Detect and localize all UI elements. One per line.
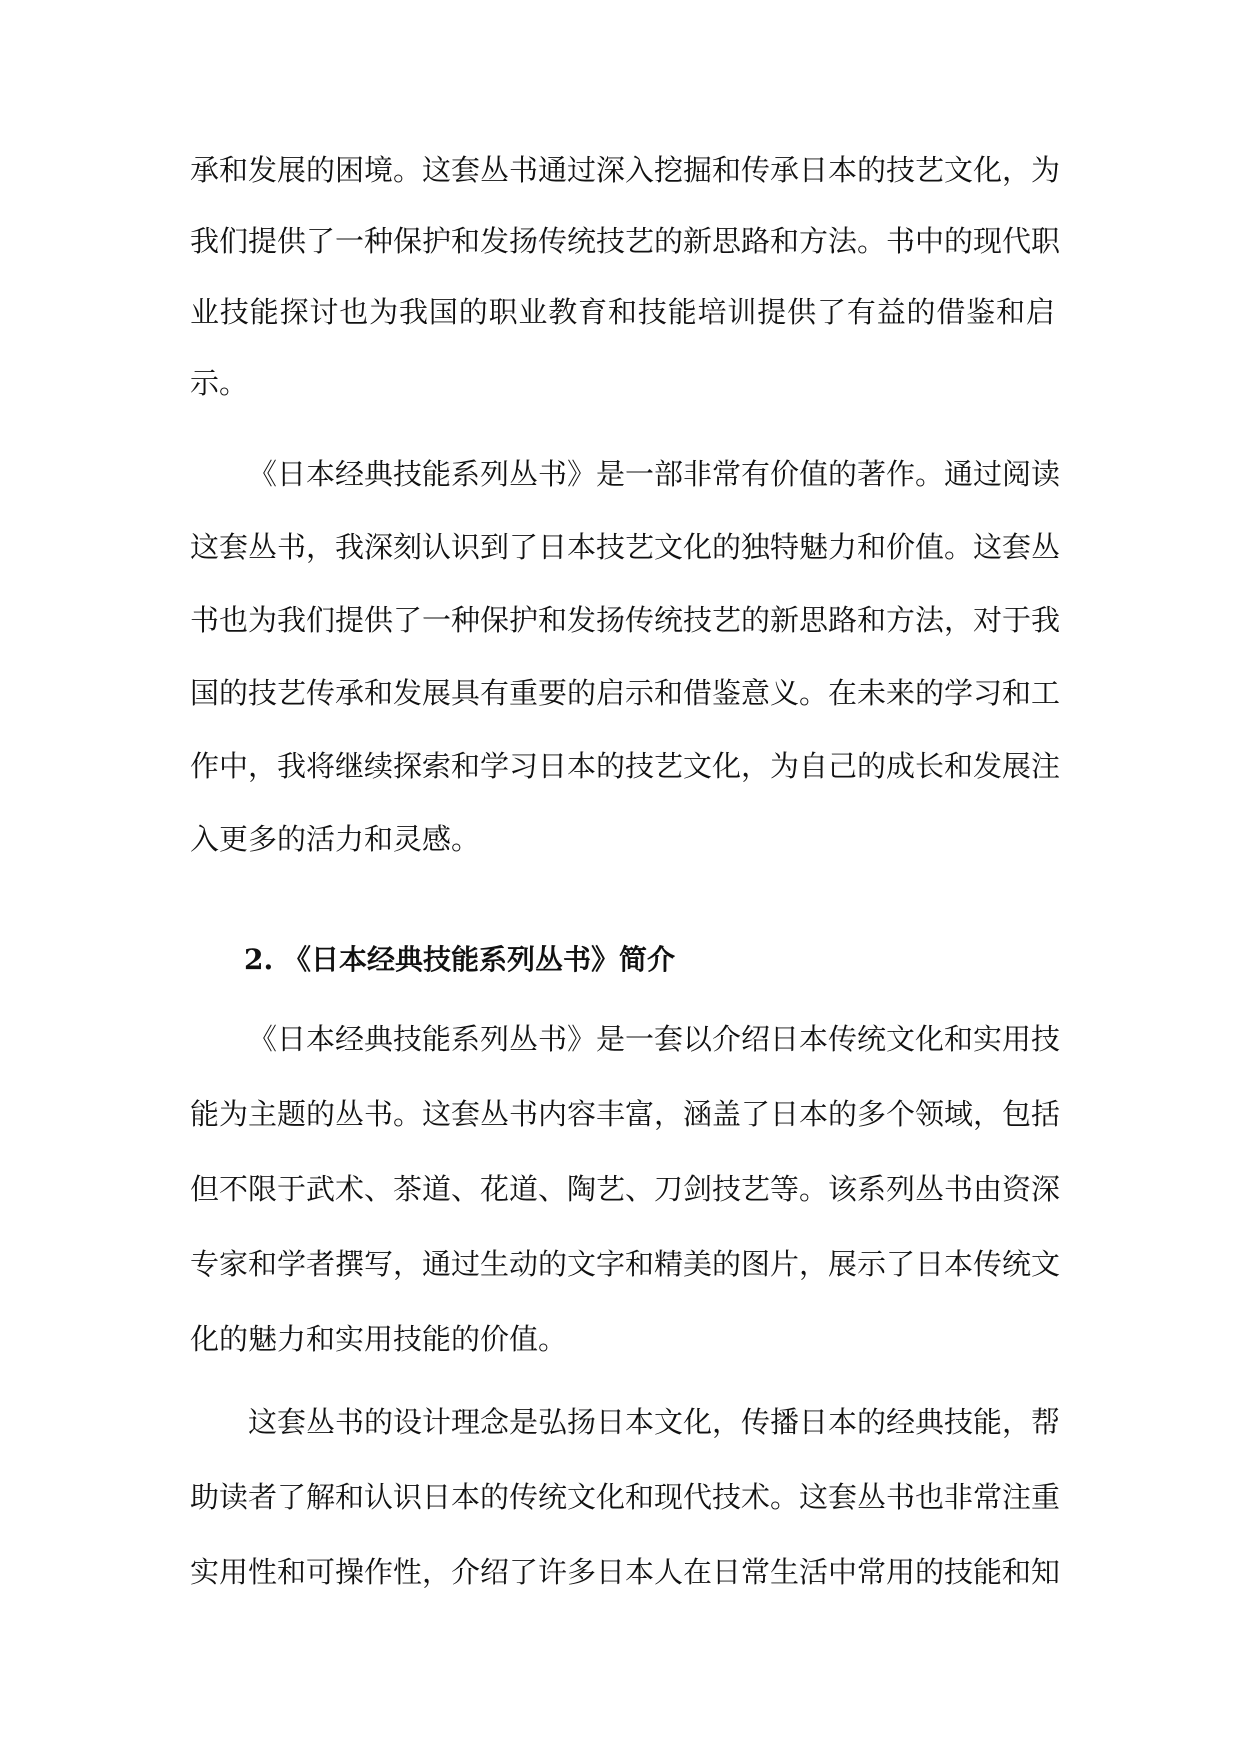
text-line: 化的魅力和实用技能的价值。 <box>190 1322 568 1356</box>
text-line: 《日本经典技能系列丛书》是一套以介绍日本传统文化和实用技 <box>248 1022 1061 1056</box>
text-line: 入更多的活力和灵感。 <box>190 822 481 856</box>
text-line: 承和发展的困境。这套丛书通过深入挖掘和传承日本的技艺文化，为 <box>190 153 1061 187</box>
text-line: 实用性和可操作性，介绍了许多日本人在日常生活中常用的技能和知 <box>190 1555 1061 1589</box>
section-heading-text: 2. 《日本经典技能系列丛书》简介 <box>244 943 675 976</box>
text-line: 示。 <box>190 366 249 400</box>
text-line: 作中，我将继续探索和学习日本的技艺文化，为自己的成长和发展注 <box>190 749 1061 783</box>
text-line: 书也为我们提供了一种保护和发扬传统技艺的新思路和方法，对于我 <box>190 603 1061 637</box>
text-line: 国的技艺传承和发展具有重要的启示和借鉴意义。在未来的学习和工 <box>190 676 1061 710</box>
text-line: 这套丛书的设计理念是弘扬日本文化，传播日本的经典技能，帮 <box>248 1405 1061 1439</box>
section-heading <box>190 943 1055 977</box>
paragraph-design <box>190 1405 1061 1589</box>
paragraph-continuation <box>190 153 1061 400</box>
text-line: 助读者了解和认识日本的传统文化和现代技术。这套丛书也非常注重 <box>190 1480 1061 1514</box>
paragraph-intro <box>190 1022 1061 1356</box>
text-line: 这套丛书，我深刻认识到了日本技艺文化的独特魅力和价值。这套丛 <box>190 530 1061 564</box>
text-line: 业技能探讨也为我国的职业教育和技能培训提供了有益的借鉴和启 <box>190 295 1055 329</box>
text-line: 能为主题的丛书。这套丛书内容丰富，涵盖了日本的多个领域，包括 <box>190 1097 1061 1131</box>
text-line: 专家和学者撰写，通过生动的文字和精美的图片，展示了日本传统文 <box>190 1247 1061 1281</box>
text-line: 但不限于武术、茶道、花道、陶艺、刀剑技艺等。该系列丛书由资深 <box>190 1172 1061 1206</box>
text-line: 《日本经典技能系列丛书》是一部非常有价值的著作。通过阅读 <box>248 457 1061 491</box>
text-line: 我们提供了一种保护和发扬传统技艺的新思路和方法。书中的现代职 <box>190 224 1061 258</box>
paragraph-conclusion <box>190 457 1061 856</box>
